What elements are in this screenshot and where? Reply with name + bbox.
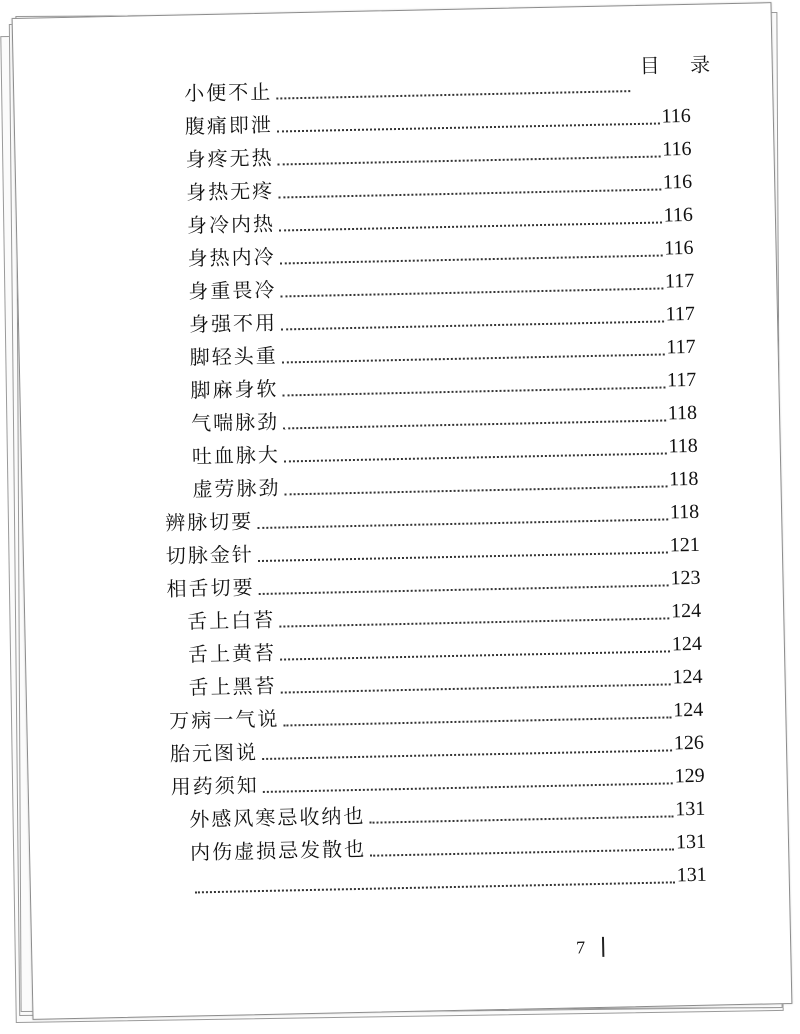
page-number: 7 — [575, 937, 586, 958]
toc-entry-label: 外感风寒忌收纳也 — [189, 803, 366, 832]
toc-entry-page: 116 — [661, 137, 692, 161]
toc-entry-label: 舌上黄苔 — [187, 640, 277, 667]
toc-entry-page: 131 — [675, 830, 707, 854]
toc-entry-page: 129 — [674, 764, 705, 788]
toc-entry-label: 脚轻头重 — [189, 343, 278, 370]
toc-entry-label: 万病一气说 — [169, 706, 280, 733]
toc-entry-page: 117 — [664, 269, 695, 293]
page-title: 目 录 — [639, 52, 723, 78]
toc-entry-label: 身冷内热 — [186, 211, 276, 238]
toc-entry-page: 124 — [673, 698, 704, 722]
toc-entry-label: 身疼无热 — [185, 145, 274, 172]
toc-entry-label: 腹痛即泄 — [184, 112, 274, 139]
toc-entry-page: 117 — [666, 335, 696, 359]
toc-entry-page: 131 — [676, 863, 707, 887]
toc-entry-label: 气喘脉劲 — [190, 409, 280, 436]
toc-entry-page: 118 — [669, 500, 700, 524]
toc-entry-label: 用药须知 — [170, 773, 259, 799]
toc-entry-page: 116 — [663, 203, 694, 227]
toc-entry-page: 118 — [668, 434, 698, 458]
toc-entry-label: 胎元图说 — [169, 740, 259, 766]
dot-leader — [195, 881, 675, 893]
toc-entry-label: 脚麻身软 — [190, 376, 279, 403]
toc-entry-page: 124 — [672, 665, 703, 689]
toc-entry-label: 相舌切要 — [166, 575, 255, 601]
footer-rule — [602, 937, 604, 957]
toc-entry-page: 123 — [670, 566, 701, 590]
toc-entry-label: 虚劳脉劲 — [192, 475, 281, 502]
toc-entry-label: 舌上黑苔 — [188, 673, 277, 700]
toc-entry-label: 舌上白苔 — [187, 607, 276, 634]
toc-entry-page: 124 — [670, 599, 702, 623]
toc-entry-label: 身热内冷 — [187, 244, 276, 271]
book-page — [12, 2, 793, 1020]
toc-entry-page: 117 — [665, 302, 696, 326]
toc-entry-page: 126 — [673, 731, 705, 755]
toc-entry-label: 内伤虚损忌发散也 — [189, 836, 367, 865]
toc-entry-label: 切脉金针 — [165, 542, 255, 568]
toc-entry-page: 118 — [668, 467, 699, 491]
toc-entry-label: 小便不止 — [183, 79, 273, 106]
toc-entry-label: 辨脉切要 — [164, 509, 254, 535]
toc-entry-label: 吐血脉大 — [191, 442, 281, 469]
toc-entry-page: 117 — [666, 368, 697, 392]
toc-entry-page: 118 — [667, 401, 698, 425]
toc-entry-page: 116 — [661, 104, 692, 128]
toc-entry-page: 116 — [662, 170, 693, 194]
toc-entry-label: 身重畏冷 — [188, 277, 277, 304]
toc-entry-label: 身热无疼 — [186, 178, 275, 205]
toc-entry-page: 116 — [664, 236, 694, 260]
toc-entry-page: 124 — [671, 632, 703, 656]
toc-entry-label: 身强不用 — [188, 310, 278, 337]
toc-entry-page: 121 — [669, 533, 701, 557]
toc-entry-page: 131 — [675, 797, 706, 821]
